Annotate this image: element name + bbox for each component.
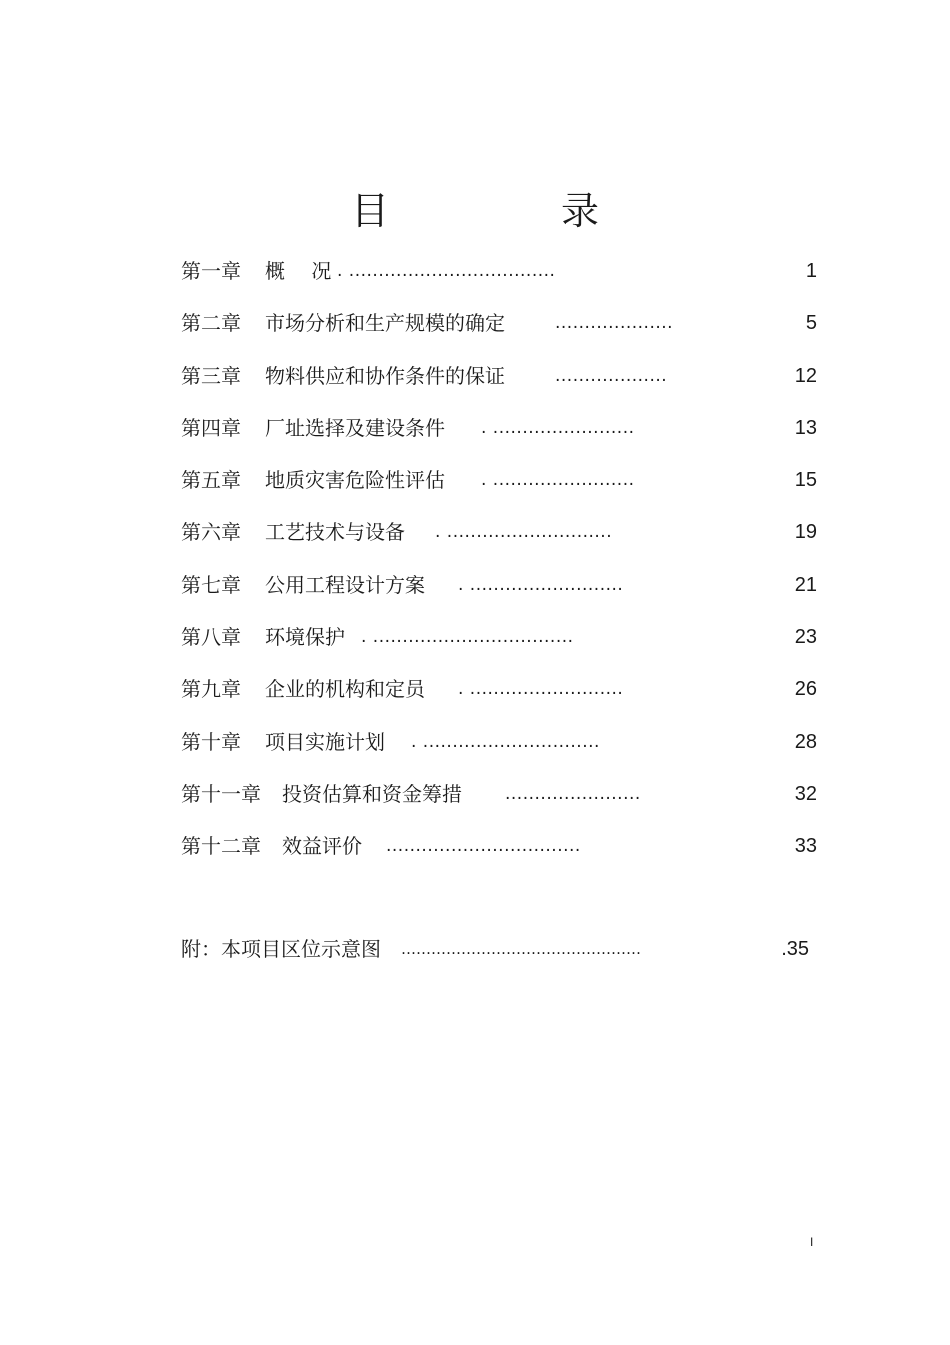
toc-dot-leader: .................... <box>555 313 674 334</box>
toc-chapter-title: 企业的机构和定员 <box>265 677 425 702</box>
toc-entry[interactable] <box>181 304 817 356</box>
toc-entry[interactable] <box>181 252 817 304</box>
toc-chapter-title: 效益评价 <box>282 834 362 859</box>
toc-chapter-title: 环境保护 <box>265 625 345 650</box>
toc-page-number: 32 <box>794 782 817 805</box>
toc-entry[interactable] <box>181 566 817 618</box>
toc-entry[interactable] <box>181 775 817 827</box>
toc-chapter-title: 市场分析和生产规模的确定 <box>265 311 505 336</box>
toc-dot-leader: . .............................. <box>411 731 600 752</box>
page-title: 目 录 <box>350 189 680 233</box>
toc-entry[interactable] <box>181 670 817 722</box>
toc-page-number: 23 <box>794 626 817 649</box>
toc-chapter-title: 公用工程设计方案 <box>265 572 425 597</box>
toc-entry[interactable] <box>181 827 817 879</box>
toc-chapter-number: 第九章 <box>181 677 241 702</box>
toc-chapter-title: 概 况 <box>265 259 332 283</box>
toc-page-number: 33 <box>794 835 817 858</box>
toc-chapter-title: 厂址选择及建设条件 <box>265 415 445 440</box>
toc-page-number: 21 <box>794 573 817 596</box>
toc-entry[interactable] <box>181 513 817 565</box>
toc-page-number: 13 <box>794 416 817 439</box>
toc-chapter-number: 第三章 <box>181 363 241 388</box>
toc-chapter-title: 工艺技术与设备 <box>265 520 405 545</box>
toc-chapter-number: 第二章 <box>181 311 241 336</box>
table-of-contents <box>181 252 817 880</box>
toc-page-number: 1 <box>805 260 817 282</box>
toc-chapter-title: 地质灾害危险性评估 <box>265 468 445 493</box>
toc-entry[interactable] <box>181 461 817 513</box>
toc-page-number: 26 <box>794 678 817 701</box>
toc-dot-leader: . .................................. <box>361 627 574 648</box>
toc-chapter-title: 物料供应和协作条件的保证 <box>265 363 505 388</box>
toc-dot-leader: . ................................... <box>337 261 556 281</box>
toc-dot-leader: . ............................ <box>435 522 613 543</box>
toc-page-number: 19 <box>794 521 817 544</box>
toc-chapter-number: 第十章 <box>181 729 241 754</box>
toc-entry[interactable] <box>181 409 817 461</box>
toc-chapter-title: 项目实施计划 <box>265 729 385 754</box>
toc-chapter-number: 第八章 <box>181 625 241 650</box>
toc-entry[interactable] <box>181 723 817 775</box>
toc-page-number: 15 <box>794 469 817 492</box>
toc-entry[interactable] <box>181 357 817 409</box>
toc-chapter-title: 投资估算和资金筹措 <box>282 781 462 806</box>
appendix-page-number: .35 <box>781 938 809 960</box>
toc-dot-leader: . ........................ <box>481 417 635 438</box>
toc-page-number: 28 <box>794 730 817 753</box>
toc-entry[interactable] <box>181 618 817 670</box>
toc-page-number: 12 <box>794 364 817 387</box>
footer-page-number: I <box>810 1235 814 1249</box>
toc-chapter-number: 第五章 <box>181 468 241 493</box>
toc-dot-leader: ................... <box>555 365 668 386</box>
toc-page-number: 5 <box>805 312 817 335</box>
toc-dot-leader: ....................... <box>505 783 641 804</box>
toc-chapter-number: 第一章 <box>181 259 241 283</box>
toc-chapter-number: 第十二章 <box>181 834 261 859</box>
toc-dot-leader: ................................. <box>386 836 581 857</box>
toc-dot-leader: . ........................ <box>481 470 635 491</box>
toc-chapter-number: 第六章 <box>181 520 241 545</box>
appendix-label: 附：本项目区位示意图 <box>181 937 381 961</box>
toc-chapter-number: 第四章 <box>181 415 241 440</box>
toc-chapter-number: 第十一章 <box>181 781 261 806</box>
appendix-dot-leader: ………………………………………… <box>401 940 641 958</box>
toc-dot-leader: . .......................... <box>458 679 624 700</box>
toc-dot-leader: . .......................... <box>458 574 624 595</box>
toc-chapter-number: 第七章 <box>181 572 241 597</box>
toc-appendix-entry[interactable] <box>181 930 817 968</box>
